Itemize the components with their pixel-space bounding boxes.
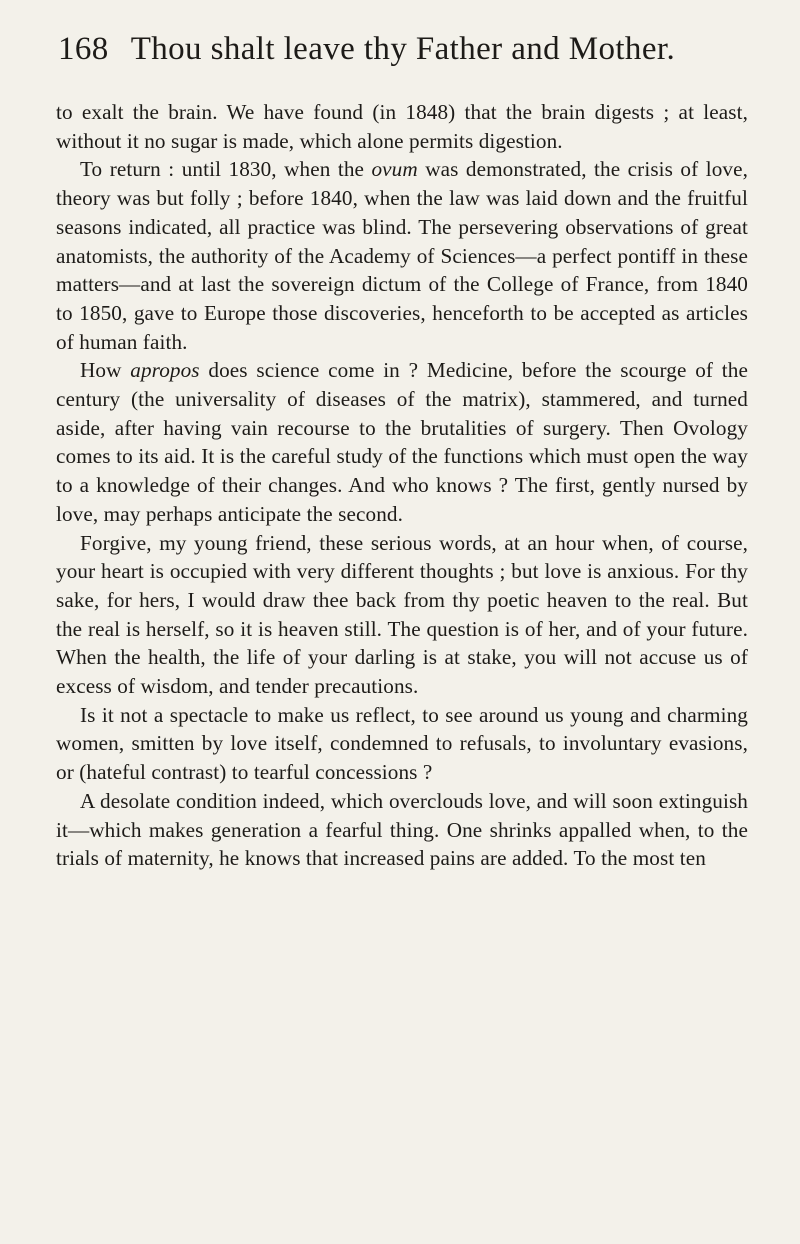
italic-term: apropos — [130, 358, 200, 383]
body-text — [56, 98, 748, 873]
paragraph — [56, 98, 748, 155]
paragraph — [56, 787, 748, 873]
paragraph-text: How — [80, 358, 131, 383]
italic-term: ovum — [371, 157, 418, 182]
paragraph-text: Is it not a spectacle to make us reflect, to see around us young and charming women, smitten by love itself, condemned to refusals, to involuntary evasions, or (hateful contrast) to tearful concessions ? — [56, 702, 748, 785]
paragraph-text: does science come in ? Medicine, before the scourge of the century (the universality of diseases of the matrix), stammered, and turned aside, after having vain recourse to the brutalities of surgery. Then Ovology comes to its aid. It is the careful study of the functions which must open the way to a knowledge of their changes. And who knows ? The first, gently nursed by love, may perhaps anticipate the second. — [56, 358, 748, 526]
page-header — [58, 28, 748, 70]
paragraph-text: Forgive, my young friend, these serious words, at an hour when, of course, your heart is occupied with very different thoughts ; but love is anxious. For thy sake, for hers, I would draw thee back from thy poetic heaven to the real. But the real is herself, so it is heaven still. The question is of her, and of your future. When the health, the life of your darling is at stake, you will not accuse us of excess of wisdom, and tender precautions. — [56, 530, 748, 699]
running-title: Thou shalt leave thy Father and Mother. — [130, 31, 676, 67]
paragraph — [56, 529, 748, 701]
paragraph-text: A desolate condition indeed, which overclouds love, and will soon extinguish it—which makes generation a fearful thing. One shrinks appalled when, to the trials of maternity, he knows that increased pains are added. To the most ten — [56, 788, 748, 871]
page-number: 168 — [58, 31, 109, 67]
paragraph — [56, 356, 748, 528]
paragraph — [56, 155, 748, 356]
paragraph — [56, 701, 748, 787]
paragraph-text: was demonstrated, the crisis of love, theory was but folly ; before 1840, when the law was laid down and the fruitful seasons indicated, all practice was blind. The persevering observations of great anatomists, the authority of the Academy of Sciences—a perfect pontiff in these matters—and at last the sovereign dictum of the College of France, from 1840 to 1850, gave to Europe those discoveries, henceforth to be accepted as articles of human faith. — [56, 157, 748, 354]
paragraph-text: to exalt the brain. We have found (in 1848) that the brain digests ; at least, without it no sugar is made, which alone permits digestion. — [56, 100, 748, 153]
paragraph-text: To return : until 1830, when the — [80, 157, 372, 182]
